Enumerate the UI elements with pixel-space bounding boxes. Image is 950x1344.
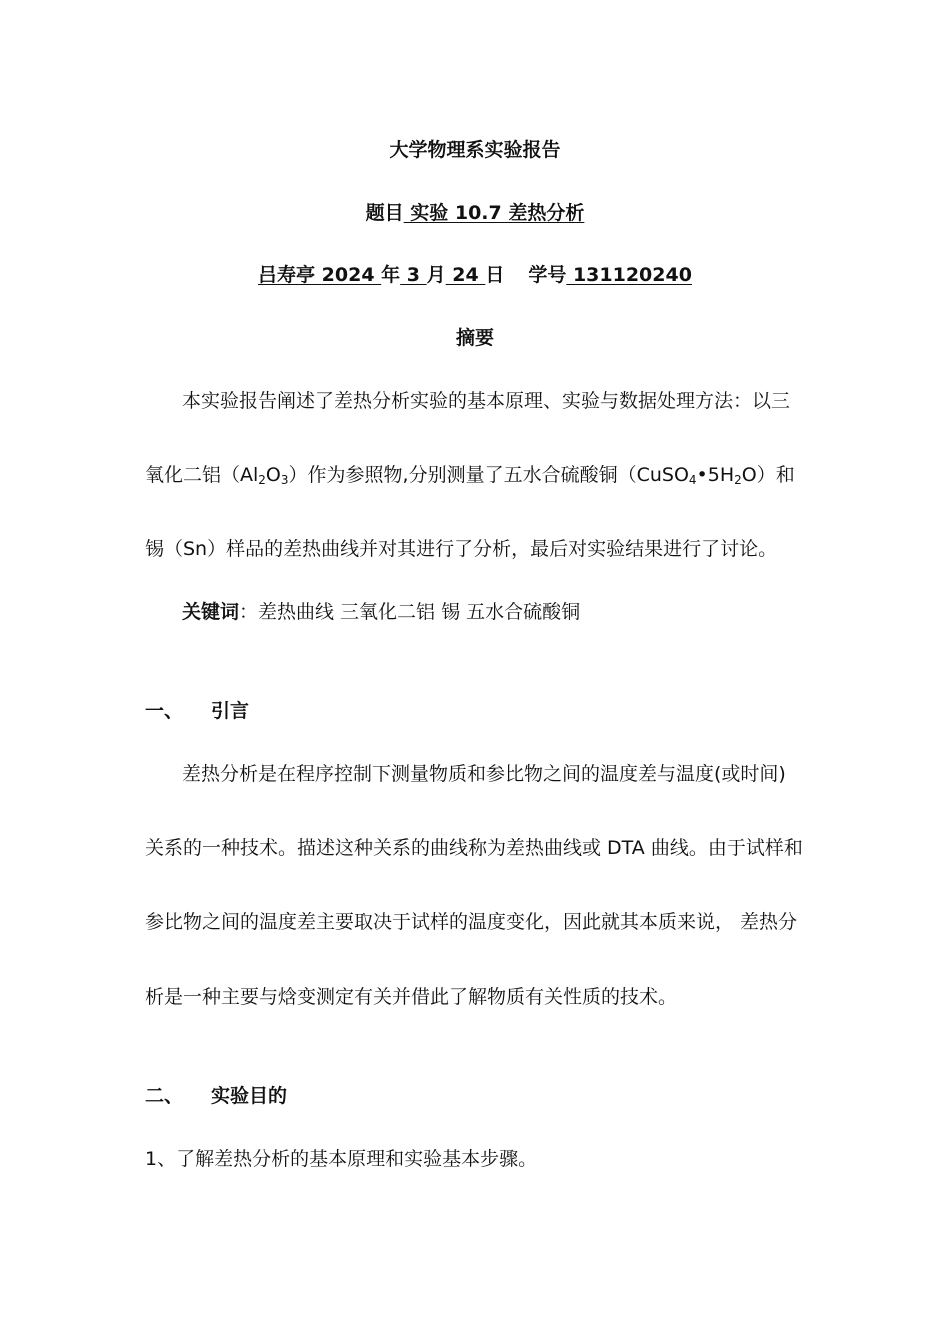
abstract-line: 锡（Sn）样品的差热曲线并对其进行了分析，最后对实验结果进行了讨论。 (145, 538, 778, 560)
date-year: 2024 (321, 264, 382, 286)
keywords-line (182, 600, 580, 624)
student-id-label: 学号 (528, 264, 567, 286)
section-title: 引言 (211, 700, 250, 722)
subject-line (0, 201, 950, 225)
date-day: 24 (445, 264, 486, 286)
paragraph-line: 参比物之间的温度差主要取决于试样的温度变化，因此就其本质来说， 差热分 (145, 911, 798, 933)
author-date-line (0, 263, 950, 287)
student-id-value: 131120240 (566, 264, 692, 286)
abstract-line: 本实验报告阐述了差热分析实验的基本原理、实验与数据处理方法：以三 (182, 390, 791, 412)
author-name: 吕寿亭 (258, 264, 322, 286)
section-number: 二、 (145, 1085, 184, 1107)
date-month: 3 (400, 264, 427, 286)
paragraph-line: 关系的一种技术。描述这种关系的曲线称为差热曲线或 DTA 曲线。由于试样和 (145, 837, 803, 859)
section-title: 实验目的 (211, 1085, 288, 1107)
abstract-line: 氧化二铝$(Al_2O_3)$作为参照物,分别测量了五水合硫酸铜$(CuSO_4•5H_2O)$和 (145, 464, 795, 487)
list-item: 1、了解差热分析的基本原理和实验基本步骤。 (145, 1148, 538, 1170)
subject-value: 实验 10.7 差热分析 (403, 202, 585, 224)
paragraph-line: 析是一种主要与焓变测定有关并借此了解物质有关性质的技术。 (145, 986, 678, 1008)
date-year-unit: 年 (381, 264, 401, 286)
section-number: 一、 (145, 700, 184, 722)
keywords-text: ：差热曲线 三氧化二铝 锡 五水合硫酸铜 (239, 601, 581, 623)
keywords-label: 关键词 (182, 601, 240, 623)
paragraph-line: 差热分析是在程序控制下测量物质和参比物之间的温度差与温度(或时间) (182, 763, 786, 785)
subject-label: 题目 (365, 202, 404, 224)
date-day-unit: 日 (485, 264, 505, 286)
date-month-unit: 月 (426, 264, 446, 286)
abstract-heading: 摘要 (455, 327, 494, 349)
report-title: 大学物理系实验报告 (389, 139, 561, 161)
